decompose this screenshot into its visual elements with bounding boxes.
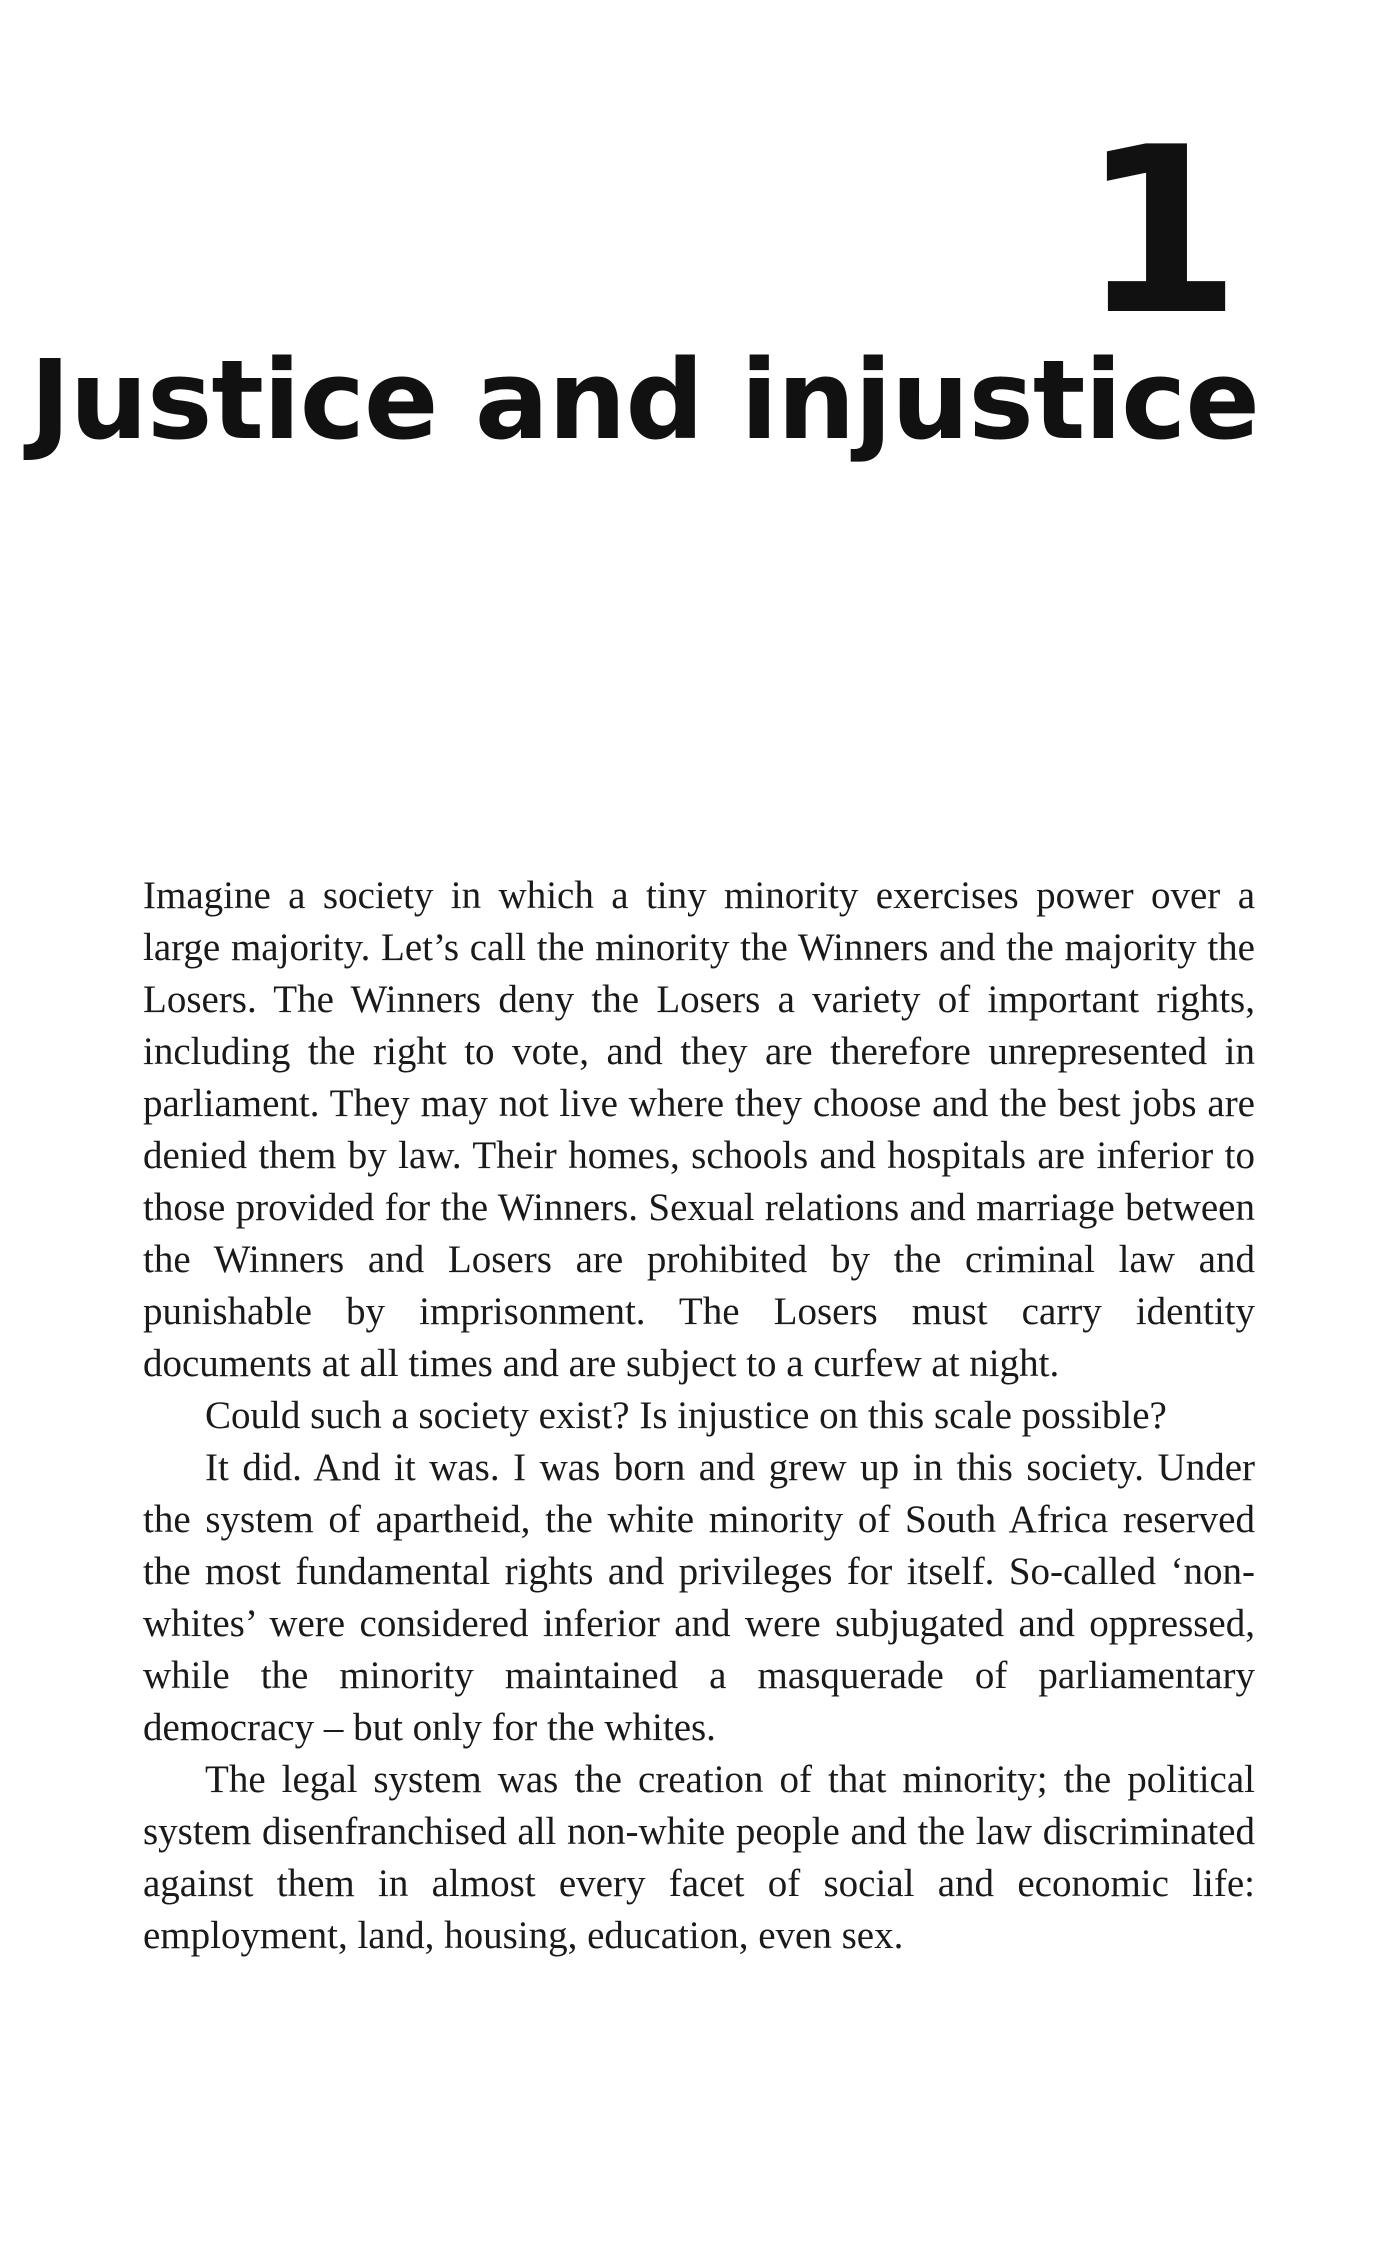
paragraph-4: The legal system was the creation of that minority; the political system disenfranchised all non-white people and the law discriminated against them in almost every facet of social and economic life: employment, land, housing, education, even sex. (143, 1758, 1255, 1957)
chapter-title: Justice and injustice (29, 336, 1259, 464)
chapter-body (143, 870, 1255, 1962)
chapter-number: 1 (1080, 99, 1237, 366)
paragraph-2: Could such a society exist? Is injustice on this scale possible? (205, 1394, 1167, 1437)
paragraph-1: Imagine a society in which a tiny minority exercises power over a large majority. Let’s call the minority the Winners and the majority the Losers. The Winners deny the Losers a variety of important rights, including the right to vote, and they are therefore unrepresented in parliament. They may not live where they choose and the best jobs are denied them by law. Their homes, schools and hospitals are inferior to those provided for the Winners. Sexual relations and marriage between the Winners and Losers are prohibited by the criminal law and punishable by imprisonment. The Losers must carry identity documents at all times and are subject to a curfew at night. (143, 874, 1255, 1385)
paragraph-3: It did. And it was. I was born and grew up in this society. Under the system of apartheid, the white minority of South Africa reserved the most fundamental rights and privileges for itself. So-called ‘non-whites’ were considered inferior and were subjugated and oppressed, while the minority maintained a masquerade of parliamentary democracy – but only for the whites. (143, 1446, 1255, 1749)
